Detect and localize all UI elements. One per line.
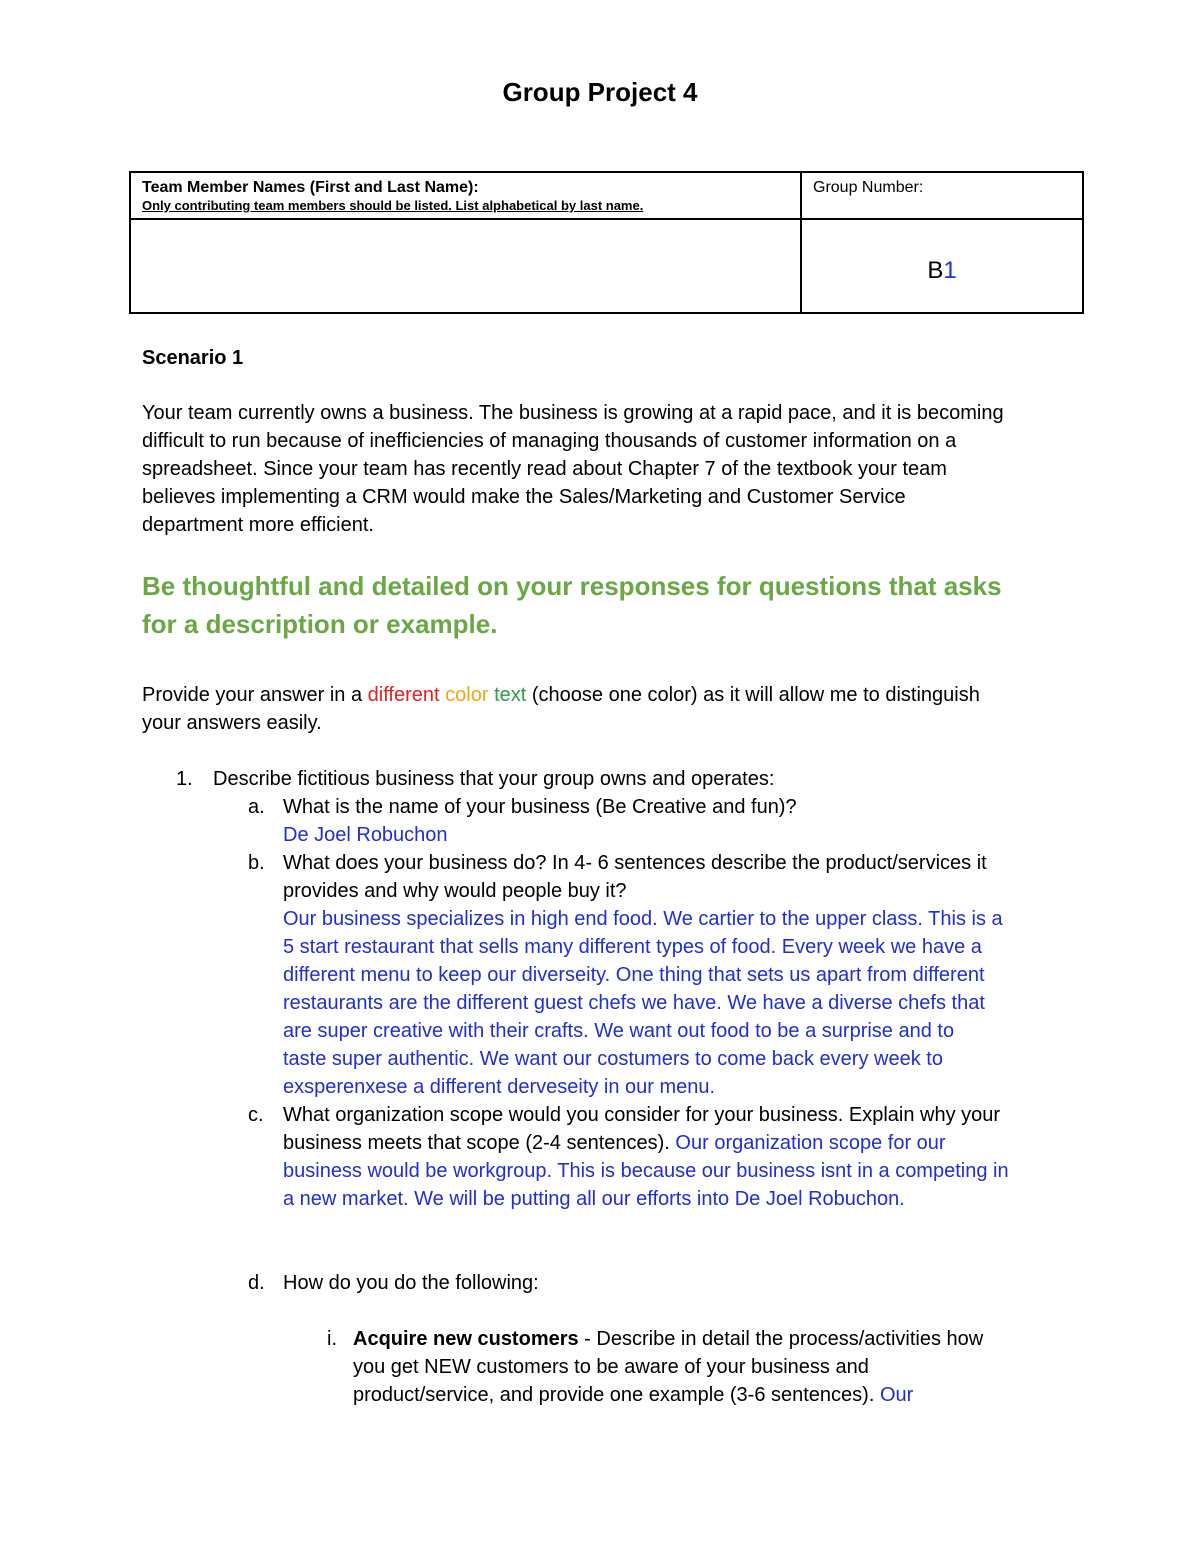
instruction-orange-word: color <box>445 684 489 706</box>
subitem-marker: i. <box>327 1328 337 1350</box>
answer-text: restaurants are the different guest chefs we have. We have a diverse chefs that <box>283 992 985 1014</box>
subquestion-marker: c. <box>248 1104 264 1126</box>
group-number-suffix: 1 <box>943 257 957 284</box>
answer-text: are super creative with their crafts. We want out food to be a surprise and to <box>283 1020 955 1042</box>
subitem-title: Acquire new customers <box>353 1328 579 1350</box>
question-number: 1. <box>176 768 193 790</box>
answer-text: different menu to keep our diverseity. One thing that sets us apart from different <box>283 964 985 986</box>
answer-text: De Joel Robuchon <box>283 824 448 846</box>
subitem-text: product/service, and provide one example (3-6 sentences). <box>353 1384 880 1406</box>
instruction-text: Provide your answer in a <box>142 684 368 706</box>
answer-text: Our <box>879 1384 914 1406</box>
answer-text: taste super authentic. We want our costumers to come back every week to <box>283 1048 943 1070</box>
scenario-line: department more efficient. <box>142 514 374 536</box>
team-names-note: Only contributing team members should be listed. List alphabetical by last name. <box>142 198 644 213</box>
scenario-line: spreadsheet. Since your team has recently read about Chapter 7 of the textbook your team <box>142 458 947 480</box>
instruction-green-word: text <box>494 684 527 706</box>
instruction-red-word: different <box>367 684 440 706</box>
team-info-table <box>129 171 1084 314</box>
group-number-label: Group Number: <box>813 179 924 196</box>
answer-text: exsperenxese a different derveseity in our menu. <box>283 1076 716 1098</box>
emphasis-note <box>142 567 1002 643</box>
instruction-line: your answers easily. <box>142 712 322 734</box>
subquestion-text: business meets that scope (2-4 sentences). <box>283 1132 676 1154</box>
group-number-prefix: B <box>927 257 944 284</box>
answer-text: Our organization scope for our <box>675 1132 946 1154</box>
subquestion-mixed-line <box>283 1129 946 1157</box>
subquestion-text: What does your business do? In 4- 6 sentences describe the product/services it <box>283 852 987 874</box>
answer-text: 5 start restaurant that sells many different types of food. Every week we have a <box>283 936 982 958</box>
subquestion-text: provides and why would people buy it? <box>283 880 627 902</box>
question-text: Describe fictitious business that your group owns and operates: <box>213 768 775 790</box>
group-number-field[interactable] <box>801 219 1083 313</box>
scenario-line: difficult to run because of inefficiencies of managing thousands of customer information on a <box>142 430 957 452</box>
group-number-value <box>802 220 1082 286</box>
answer-text: business would be workgroup. This is because our business isnt in a competing in <box>283 1160 1009 1182</box>
scenario-line: believes implementing a CRM would make the Sales/Marketing and Customer Service <box>142 486 906 508</box>
subquestion-marker: b. <box>248 852 265 874</box>
subquestion-marker: d. <box>248 1272 265 1294</box>
subquestion-text: How do you do the following: <box>283 1272 539 1294</box>
subquestion-marker: a. <box>248 796 265 818</box>
instruction-line <box>142 681 980 709</box>
subquestion-text: What is the name of your business (Be Creative and fun)? <box>283 796 797 818</box>
subitem-line <box>353 1325 983 1353</box>
team-names-field[interactable] <box>130 219 801 313</box>
subitem-text: - Describe in detail the process/activities how <box>578 1328 984 1350</box>
document-title: Group Project 4 <box>502 77 698 107</box>
answer-text: Our business specializes in high end food. We cartier to the upper class. This is a <box>283 908 1003 930</box>
instruction-text: (choose one color) as it will allow me to distinguish <box>526 684 980 706</box>
team-names-header-cell <box>130 172 801 219</box>
team-names-label: Team Member Names (First and Last Name): <box>142 179 479 196</box>
subitem-line <box>353 1381 913 1409</box>
scenario-heading: Scenario 1 <box>142 347 244 369</box>
answer-text: a new market. We will be putting all our efforts into De Joel Robuchon. <box>283 1188 905 1210</box>
subquestion-text: What organization scope would you consider for your business. Explain why your <box>283 1104 1001 1126</box>
group-number-header-cell <box>801 172 1083 219</box>
scenario-line: Your team currently owns a business. The business is growing at a rapid pace, and it is becoming <box>142 402 1004 424</box>
subitem-text: you get NEW customers to be aware of your business and <box>353 1356 869 1378</box>
emphasis-line: for a description or example. <box>142 609 498 639</box>
emphasis-line: Be thoughtful and detailed on your responses for questions that asks <box>142 571 1002 601</box>
